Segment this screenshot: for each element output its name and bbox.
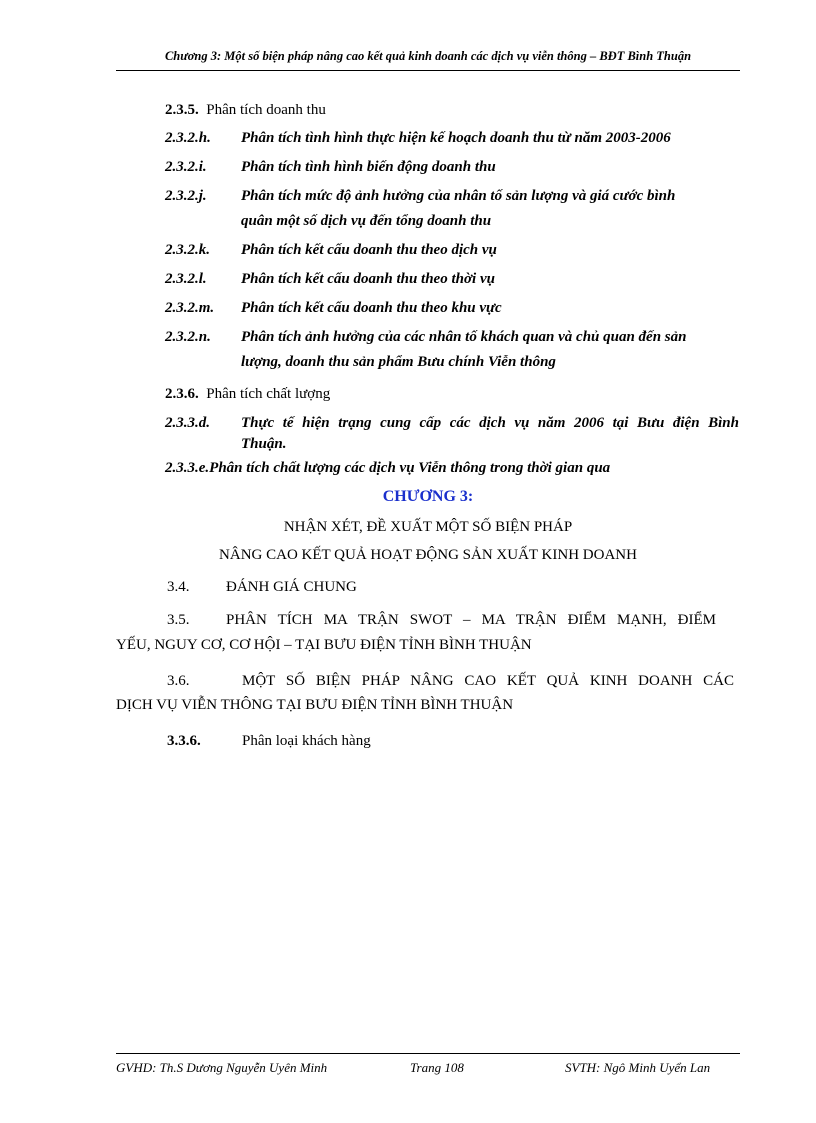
section-3-4-text: ĐÁNH GIÁ CHUNG: [226, 579, 357, 595]
item-2-3-2-j: 2.3.2.j.: [165, 188, 207, 204]
section-3-3-6-number: 3.3.6.: [167, 733, 201, 749]
item-2-3-3-d-text-2: Thuận.: [241, 436, 287, 452]
item-2-3-2-l-text: Phân tích kết cấu doanh thu theo thời vụ: [241, 271, 495, 287]
footer-advisor: GVHD: Th.S Dương Nguyễn Uyên Minh: [116, 1060, 328, 1075]
section-number: 2.3.5.: [165, 102, 199, 118]
page-header: Chương 3: Một số biện pháp nâng cao kết quả kinh doanh các dịch vụ viễn thông – BĐT Bình Thuận: [164, 49, 692, 63]
chapter-title: CHƯƠNG 3:: [382, 488, 474, 505]
section-3-6-number: 3.6.: [167, 673, 190, 689]
section-title: Phân tích chất lượng: [206, 386, 331, 402]
footer-page-number: Trang 108: [410, 1060, 464, 1075]
item-2-3-2-j-text-2: quân một số dịch vụ đến tổng doanh thu: [241, 213, 492, 229]
item-2-3-2-m-text: Phân tích kết cấu doanh thu theo khu vực: [241, 300, 502, 316]
section-3-5-text-2: YẾU, NGUY CƠ, CƠ HỘI – TẠI BƯU ĐIỆN TỈNH BÌNH THUẬN: [116, 637, 532, 653]
item-2-3-2-h-text: Phân tích tình hình thực hiện kế hoạch doanh thu từ năm 2003-2006: [241, 130, 671, 146]
item-2-3-2-m: 2.3.2.m.: [165, 300, 215, 316]
header-rule: [116, 70, 740, 71]
item-2-3-2-n-text-1: Phân tích ảnh hưởng của các nhân tố khách quan và chủ quan đến sản: [241, 329, 687, 345]
footer-student: SVTH: Ngô Minh Uyển Lan: [565, 1060, 711, 1075]
section-3-5-text-1: PHÂN TÍCH MA TRẬN SWOT – MA TRẬN ĐIỂM MẠNH, ĐIỂM: [226, 612, 716, 628]
item-2-3-2-k: 2.3.2.k.: [165, 242, 210, 258]
chapter-subtitle-2: NÂNG CAO KẾT QUẢ HOẠT ĐỘNG SẢN XUẤT KINH DOANH: [219, 547, 637, 563]
item-2-3-2-i: 2.3.2.i.: [165, 159, 207, 175]
item-number: 2.3.2.h.: [165, 130, 211, 146]
item-2-3-2-n: 2.3.2.n.: [165, 329, 211, 345]
section-3-6-text-2: DỊCH VỤ VIỄN THÔNG TẠI BƯU ĐIỆN TỈNH BÌNH THUẬN: [116, 697, 514, 713]
item-2-3-3-d-text-1: Thực tế hiện trạng cung cấp các dịch vụ năm 2006 tại Bưu điện Bình: [241, 415, 739, 431]
item-2-3-2-i-text: Phân tích tình hình biến động doanh thu: [241, 159, 496, 175]
item-2-3-2-h: [165, 130, 211, 147]
section-2-3-5: [165, 102, 326, 119]
section-3-3-6-text: Phân loại khách hàng: [242, 733, 371, 749]
chapter-subtitle-1: NHẬN XÉT, ĐỀ XUẤT MỘT SỐ BIỆN PHÁP: [283, 519, 573, 535]
section-title: Phân tích doanh thu: [206, 102, 326, 118]
section-3-6-text-1: MỘT SỐ BIỆN PHÁP NÂNG CAO KẾT QUẢ KINH DOANH CÁC: [242, 673, 734, 689]
footer-rule: [116, 1053, 740, 1054]
section-number: 2.3.6.: [165, 386, 199, 402]
item-2-3-2-j-text-1: Phân tích mức độ ảnh hưởng của nhân tố sản lượng và giá cước bình: [241, 188, 676, 204]
section-3-5-number: 3.5.: [167, 612, 190, 628]
section-3-4-number: 3.4.: [167, 579, 190, 595]
item-2-3-2-k-text: Phân tích kết cấu doanh thu theo dịch vụ: [241, 242, 497, 258]
item-2-3-3-e: 2.3.3.e.Phân tích chất lượng các dịch vụ Viễn thông trong thời gian qua: [165, 460, 611, 476]
item-2-3-2-l: 2.3.2.l.: [165, 271, 207, 287]
section-2-3-6: [165, 386, 330, 403]
item-2-3-3-d: 2.3.3.d.: [165, 415, 210, 431]
item-2-3-2-n-text-2: lượng, doanh thu sản phẩm Bưu chính Viễn thông: [241, 354, 556, 370]
